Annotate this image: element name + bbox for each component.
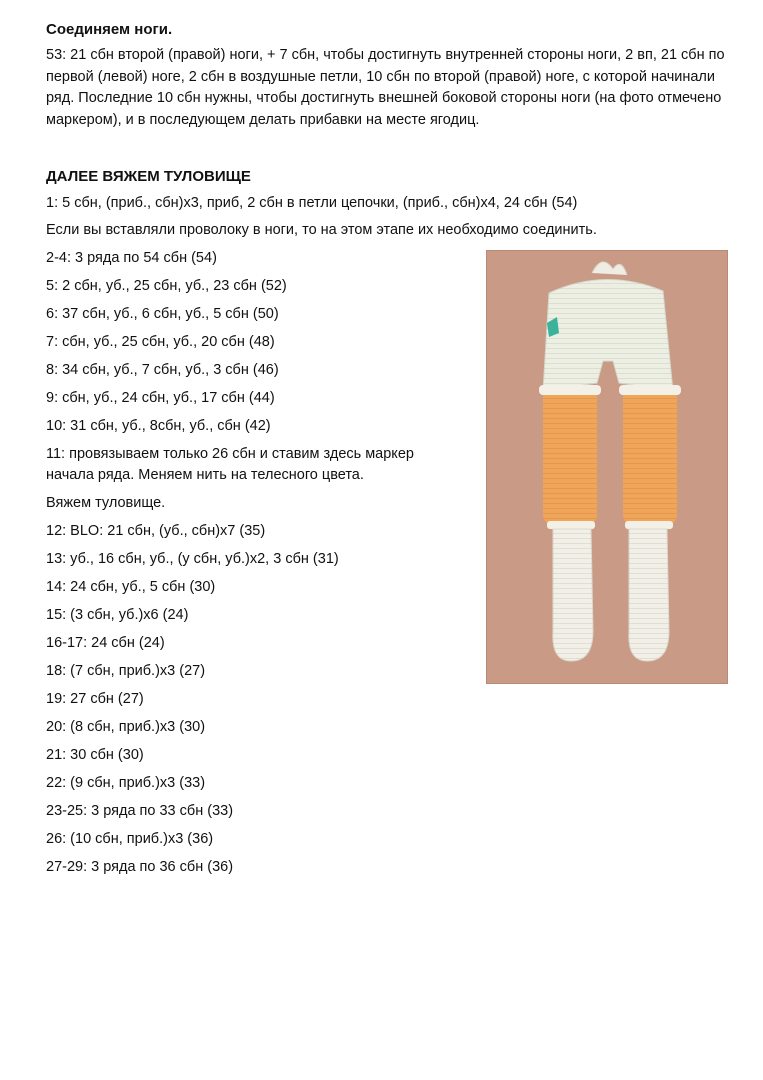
row-9: 9: сбн, уб., 24 сбн, уб., 17 сбн (44) [46, 390, 275, 406]
row-6: 6: 37 сбн, уб., 6 сбн, уб., 5 сбн (50) [46, 306, 279, 322]
row-5: 5: 2 сбн, уб., 25 сбн, уб., 23 сбн (52) [46, 278, 287, 294]
row-7: 7: сбн, уб., 25 сбн, уб., 20 сбн (48) [46, 334, 275, 350]
row-22: 22: (9 сбн, приб.)х3 (33) [46, 775, 206, 791]
row-15: 15: (3 сбн, уб.)х6 (24) [46, 607, 189, 623]
row-20: 20: (8 сбн, приб.)х3 (30) [46, 719, 206, 735]
row-19: 19: 27 сбн (27) [46, 691, 144, 707]
row-21: 21: 30 сбн (30) [46, 747, 144, 763]
section-title-torso: ДАЛЕЕ ВЯЖЕМ ТУЛОВИЩЕ [46, 168, 251, 185]
crocheted-legs-photo [486, 250, 728, 684]
torso-heading: Вяжем туловище. [46, 495, 166, 511]
row-14: 14: 24 сбн, уб., 5 сбн (30) [46, 579, 216, 595]
row-10: 10: 31 сбн, уб., 8сбн, уб., сбн (42) [46, 418, 271, 434]
wire-note: Если вы вставляли проволоку в ноги, то на этом этапе их необходимо соединить. [46, 222, 597, 238]
row-27-29: 27-29: 3 ряда по 36 сбн (36) [46, 859, 234, 875]
row-11-line-1: 11: провязываем только 26 сбн и ставим здесь маркер [46, 446, 414, 462]
section-title-join-legs: Соединяем ноги. [46, 21, 173, 38]
row-26: 26: (10 сбн, приб.)х3 (36) [46, 831, 214, 847]
row-23-25: 23-25: 3 ряда по 33 сбн (33) [46, 803, 234, 819]
row-18: 18: (7 сбн, приб.)х3 (27) [46, 663, 206, 679]
row-13: 13: уб., 16 сбн, уб., (у сбн, уб.)х2, 3 сбн (31) [46, 551, 339, 567]
row-16-17: 16-17: 24 сбн (24) [46, 635, 165, 651]
row-1: 1: 5 сбн, (приб., сбн)х3, приб, 2 сбн в петли цепочки, (приб., сбн)х4, 24 сбн (54) [46, 195, 578, 211]
crocheted-legs-illustration [487, 251, 727, 683]
row-8: 8: 34 сбн, уб., 7 сбн, уб., 3 сбн (46) [46, 362, 279, 378]
row-11-line-2: начала ряда. Меняем нить на телесного цвета. [46, 467, 364, 483]
row-2-4: 2-4: 3 ряда по 54 сбн (54) [46, 250, 217, 266]
row-12: 12: BLO: 21 сбн, (уб., сбн)х7 (35) [46, 523, 266, 539]
row-53-instruction: 53: 21 сбн второй (правой) ноги, + 7 сбн, чтобы достигнуть внутренней стороны ноги, 2 вп, 21 сбн по первой (левой) ноге, 2 сбн в воздушные петли, 10 сбн по второй (правой) ноге, с которой начинали ряд. Последние 10 сбн нужны, чтобы достигнуть внешней боковой стороны ноги (на фото отмечено маркером), и в последующем делать прибавки на месте ягодиц. [46, 47, 725, 128]
